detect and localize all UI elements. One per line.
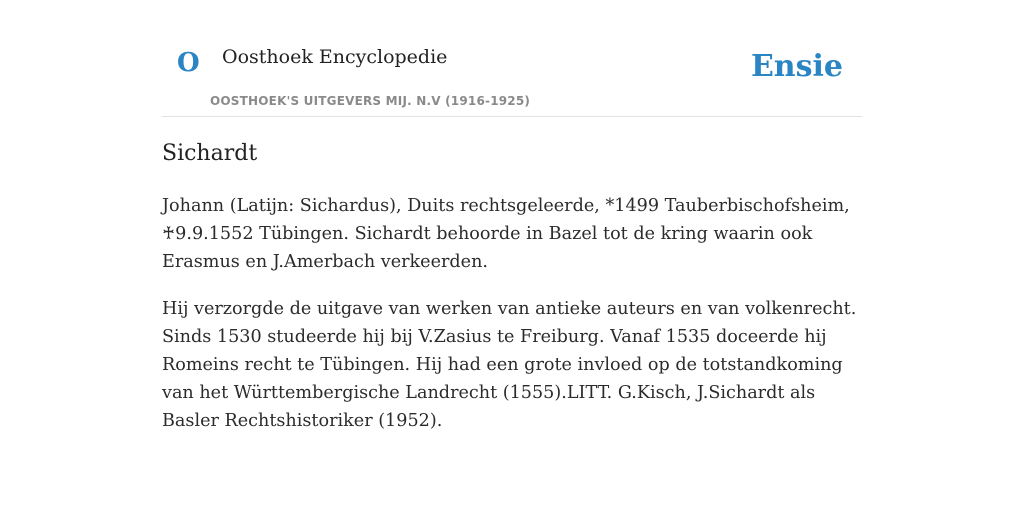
article-paragraph: Johann (Latijn: Sichardus), Duits rechtsgeleerde, *1499 Tauberbischofsheim, ♰9.9.1552 Tübingen. Sichardt behoorde in Bazel tot de kring waarin ook Erasmus en J.Amerbach verkeerden. [162,196,850,272]
article-title: Sichardt [162,141,258,166]
article-body [162,192,862,454]
brand-logo-link[interactable]: Ensie [750,49,843,84]
publisher-label: OOSTHOEK'S UITGEVERS MIJ. N.V (1916-1925) [210,94,531,108]
site-header [162,0,862,117]
logo-icon[interactable]: O [177,48,200,78]
site-title-link[interactable]: Oosthoek Encyclopedie [222,46,448,68]
article-paragraph: Hij verzorgde de uitgave van werken van antieke auteurs en van volkenrecht. Sinds 1530 studeerde hij bij V.Zasius te Freiburg. Vanaf 1535 doceerde hij Romeins recht te Tübingen. Hij had een grote invloed op de totstandkoming van het Württembergische Landrecht (1555).LITT. G.Kisch, J.Sichardt als Basler Rechtshistoriker (1952). [162,299,857,431]
